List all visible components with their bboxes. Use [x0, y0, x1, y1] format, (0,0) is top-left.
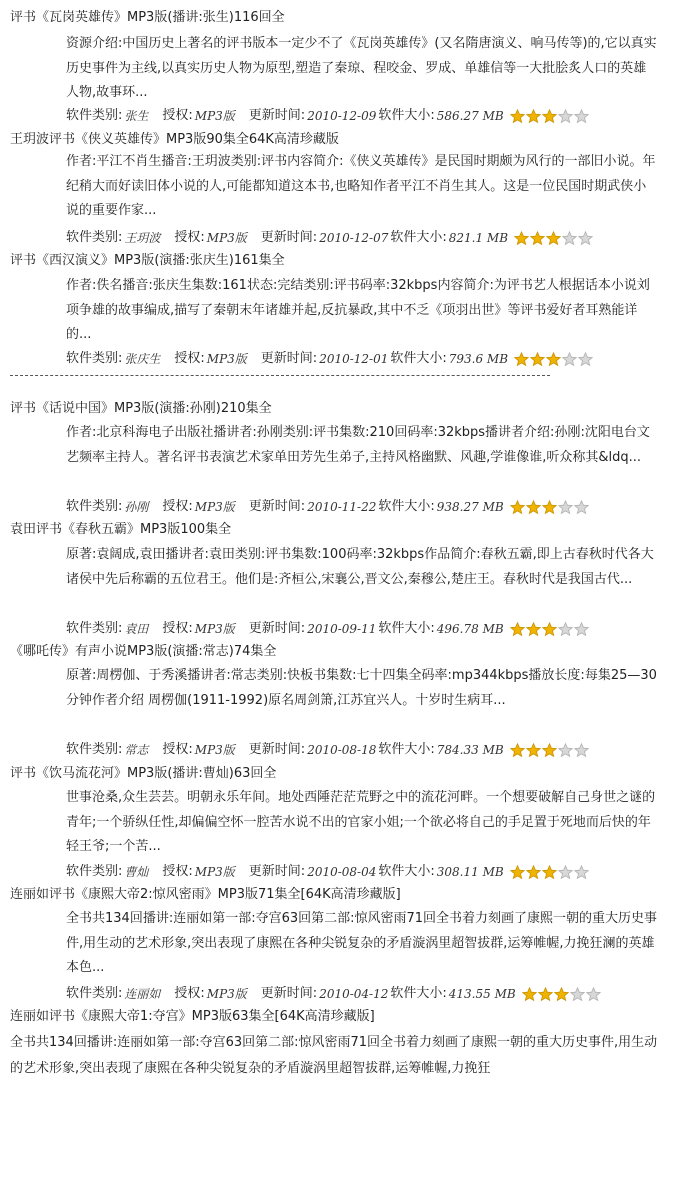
license-label: 授权:	[162, 499, 193, 514]
size-label: 软件大小:	[378, 742, 435, 757]
size-label: 软件大小:	[378, 499, 435, 514]
updated-label: 更新时间:	[260, 351, 318, 366]
item-meta	[66, 107, 590, 125]
category-value[interactable]: 连丽如	[124, 987, 161, 1001]
rating-stars	[514, 352, 594, 367]
star-filled-icon	[522, 987, 537, 1002]
updated-value: 2010-11-22	[307, 500, 377, 514]
updated-label: 更新时间:	[260, 986, 318, 1001]
license-label: 授权:	[162, 108, 193, 123]
category-value[interactable]: 张生	[124, 109, 149, 123]
updated-value: 2010-12-01	[319, 352, 389, 366]
rating-stars	[510, 500, 590, 515]
license-label: 授权:	[174, 230, 205, 245]
license-label: 授权:	[162, 621, 193, 636]
item-meta	[66, 620, 590, 638]
star-filled-icon	[510, 743, 525, 758]
category-label: 软件类别:	[66, 108, 123, 123]
size-value: 413.55 MB	[448, 987, 516, 1001]
license-label: 授权:	[162, 742, 193, 757]
star-filled-icon	[538, 987, 553, 1002]
star-filled-icon	[554, 987, 569, 1002]
star-empty-icon	[574, 865, 589, 880]
star-filled-icon	[542, 865, 557, 880]
license-label: 授权:	[174, 986, 205, 1001]
star-filled-icon	[510, 622, 525, 637]
size-value: 793.6 MB	[448, 352, 509, 366]
rating-stars	[522, 987, 602, 1002]
star-filled-icon	[530, 231, 545, 246]
category-label: 软件类别:	[66, 621, 123, 636]
category-label: 软件类别:	[66, 986, 123, 1001]
category-label: 软件类别:	[66, 742, 123, 757]
license-value: MP3版	[194, 865, 235, 879]
size-value: 784.33 MB	[436, 743, 504, 757]
updated-label: 更新时间:	[248, 621, 306, 636]
updated-value: 2010-08-18	[307, 743, 377, 757]
item-meta	[66, 863, 590, 881]
rating-stars	[510, 865, 590, 880]
star-filled-icon	[542, 500, 557, 515]
star-filled-icon	[526, 109, 541, 124]
item-title-link[interactable]: 连丽如评书《康熙大帝1:夺宫》MP3版63集全[64K高清珍藏版]	[10, 1009, 375, 1024]
license-value: MP3版	[206, 231, 247, 245]
category-value[interactable]: 孙刚	[124, 500, 149, 514]
star-filled-icon	[526, 743, 541, 758]
rating-stars	[514, 231, 594, 246]
section-divider	[10, 375, 550, 376]
category-label: 软件类别:	[66, 864, 123, 879]
size-label: 软件大小:	[378, 108, 435, 123]
size-value: 586.27 MB	[436, 109, 504, 123]
star-empty-icon	[558, 109, 573, 124]
item-meta	[66, 741, 590, 759]
item-description: 全书共134回播讲:连丽如第一部:夺宫63回第二部:惊风密雨71回全书着力刻画了康熙一朝的重大历史事件,用生动的艺术形象,突出表现了康熙在各种尖锐复杂的矛盾漩涡里超智拔群,运筹帷幄,力挽狂	[10, 1035, 658, 1076]
star-filled-icon	[526, 622, 541, 637]
star-filled-icon	[514, 231, 529, 246]
license-value: MP3版	[194, 500, 235, 514]
star-filled-icon	[510, 500, 525, 515]
star-empty-icon	[574, 109, 589, 124]
size-label: 软件大小:	[390, 986, 447, 1001]
license-value: MP3版	[194, 743, 235, 757]
updated-label: 更新时间:	[248, 108, 306, 123]
item-meta	[66, 350, 594, 368]
item-description: 作者:佚名播音:张庆生集数:161状态:完结类别:评书码率:32kbps内容简介:为评书艺人根据话本小说刘项争雄的故事编成,描写了秦朝末年诸雄并起,反抗暴政,其中不乏《项羽出世》等评书爱好者耳熟能详的...	[66, 278, 650, 342]
rating-stars	[510, 743, 590, 758]
category-label: 软件类别:	[66, 499, 123, 514]
size-value: 821.1 MB	[448, 231, 509, 245]
category-value[interactable]: 曹灿	[124, 865, 149, 879]
item-description: 作者:北京科海电子出版社播讲者:孙刚类别:评书集数:210回码率:32kbps播讲者介绍:孙刚:沈阳电台文艺频率主持人。著名评书表演艺术家单田芳先生弟子,主持风格幽默、风趣,学谁像谁,听众称其&ldq...	[66, 425, 650, 465]
category-value[interactable]: 袁田	[124, 622, 149, 636]
license-value: MP3版	[194, 622, 235, 636]
size-value: 308.11 MB	[436, 865, 504, 879]
star-empty-icon	[574, 500, 589, 515]
size-label: 软件大小:	[378, 621, 435, 636]
updated-value: 2010-12-09	[307, 109, 377, 123]
updated-value: 2010-09-11	[307, 622, 377, 636]
updated-value: 2010-08-04	[307, 865, 377, 879]
item-title-link[interactable]: 评书《话说中国》MP3版(演播:孙刚)210集全	[10, 401, 272, 416]
size-label: 软件大小:	[390, 230, 447, 245]
star-empty-icon	[558, 500, 573, 515]
license-value: MP3版	[206, 987, 247, 1001]
star-empty-icon	[558, 865, 573, 880]
size-value: 938.27 MB	[436, 500, 504, 514]
star-filled-icon	[510, 865, 525, 880]
license-value: MP3版	[206, 352, 247, 366]
star-filled-icon	[526, 865, 541, 880]
license-label: 授权:	[162, 864, 193, 879]
star-empty-icon	[570, 987, 585, 1002]
size-label: 软件大小:	[378, 864, 435, 879]
item-description: 原著:周楞伽、于秀溪播讲者:常志类别:快板书集数:七十四集全码率:mp344kbps播放长度:每集25—30分钟作者介绍 周楞伽(1911-1992)原名周剑箫,江苏宜兴人。十岁时生病耳...	[66, 668, 657, 708]
star-filled-icon	[514, 352, 529, 367]
star-filled-icon	[542, 109, 557, 124]
category-value[interactable]: 张庆生	[124, 352, 161, 366]
star-filled-icon	[542, 743, 557, 758]
star-filled-icon	[526, 500, 541, 515]
category-value[interactable]: 常志	[124, 743, 149, 757]
star-filled-icon	[510, 109, 525, 124]
rating-stars	[510, 622, 590, 637]
star-empty-icon	[578, 231, 593, 246]
item-description: 作者:平江不肖生播音:王玥波类别:评书内容简介:《侠义英雄传》是民国时期颇为风行的一部旧小说。年纪稍大而好读旧体小说的人,可能都知道这本书,也略知作者平江不肖生其人。这是一位民国时期武侠小说的重要作家...	[66, 154, 656, 218]
star-empty-icon	[562, 231, 577, 246]
item-description: 资源介绍:中国历史上著名的评书版本一定少不了《瓦岗英雄传》(又名隋唐演义、响马传等)的,它以真实历史事件为主线,以真实历史人物为原型,塑造了秦琼、程咬金、罗成、单雄信等一大批脍炙人口的英雄人物,故事环...	[66, 36, 657, 100]
star-empty-icon	[586, 987, 601, 1002]
item-title-link[interactable]: 王玥波评书《侠义英雄传》MP3版90集全64K高清珍藏版	[10, 132, 339, 147]
license-value: MP3版	[194, 109, 235, 123]
item-description: 世事沧桑,众生芸芸。明朝永乐年间。地处西陲茫茫荒野之中的流花河畔。一个想要破解自己身世之谜的青年;一个骄纵任性,却偏偏空怀一腔苦水说不出的官家小姐;一个欲必将自己的手足置于死地而后快的年轻王爷;一个苦...	[66, 790, 656, 854]
size-value: 496.78 MB	[436, 622, 504, 636]
item-title-link[interactable]: 袁田评书《春秋五霸》MP3版100集全	[10, 522, 232, 537]
star-filled-icon	[530, 352, 545, 367]
star-empty-icon	[578, 352, 593, 367]
rating-stars	[510, 109, 590, 124]
star-empty-icon	[562, 352, 577, 367]
item-description: 全书共134回播讲:连丽如第一部:夺宫63回第二部:惊风密雨71回全书着力刻画了康熙一朝的重大历史事件,用生动的艺术形象,突出表现了康熙在各种尖锐复杂的矛盾漩涡里超智拔群,运筹帷幄,力挽狂澜的英雄本色...	[66, 911, 658, 975]
star-filled-icon	[546, 352, 561, 367]
updated-label: 更新时间:	[248, 864, 306, 879]
star-empty-icon	[558, 622, 573, 637]
item-meta	[66, 498, 590, 516]
star-empty-icon	[558, 743, 573, 758]
category-label: 软件类别:	[66, 351, 123, 366]
star-filled-icon	[542, 622, 557, 637]
license-label: 授权:	[174, 351, 205, 366]
item-meta	[66, 985, 602, 1003]
updated-label: 更新时间:	[248, 742, 306, 757]
updated-label: 更新时间:	[260, 230, 318, 245]
item-title-link[interactable]: 评书《西汉演义》MP3版(演播:张庆生)161集全	[10, 253, 285, 268]
item-title-link[interactable]: 连丽如评书《康熙大帝2:惊风密雨》MP3版71集全[64K高清珍藏版]	[10, 887, 401, 902]
item-title-link[interactable]: 评书《饮马流花河》MP3版(播讲:曹灿)63回全	[10, 766, 277, 781]
star-empty-icon	[574, 622, 589, 637]
updated-value: 2010-04-12	[319, 987, 389, 1001]
star-filled-icon	[546, 231, 561, 246]
updated-label: 更新时间:	[248, 499, 306, 514]
category-value[interactable]: 王玥波	[124, 231, 161, 245]
category-label: 软件类别:	[66, 230, 123, 245]
item-description: 原著:袁阔成,袁田播讲者:袁田类别:评书集数:100码率:32kbps作品简介:春秋五霸,即上古春秋时代各大诸侯中先后称霸的五位君王。他们是:齐桓公,宋襄公,晋文公,秦穆公,楚庄王。春秋时代是我国古代...	[66, 547, 654, 587]
item-title-link[interactable]: 评书《瓦岗英雄传》MP3版(播讲:张生)116回全	[10, 10, 285, 25]
item-meta	[66, 229, 594, 247]
item-title-link[interactable]: 《哪吒传》有声小说MP3版(演播:常志)74集全	[10, 644, 277, 659]
updated-value: 2010-12-07	[319, 231, 389, 245]
star-empty-icon	[574, 743, 589, 758]
size-label: 软件大小:	[390, 351, 447, 366]
